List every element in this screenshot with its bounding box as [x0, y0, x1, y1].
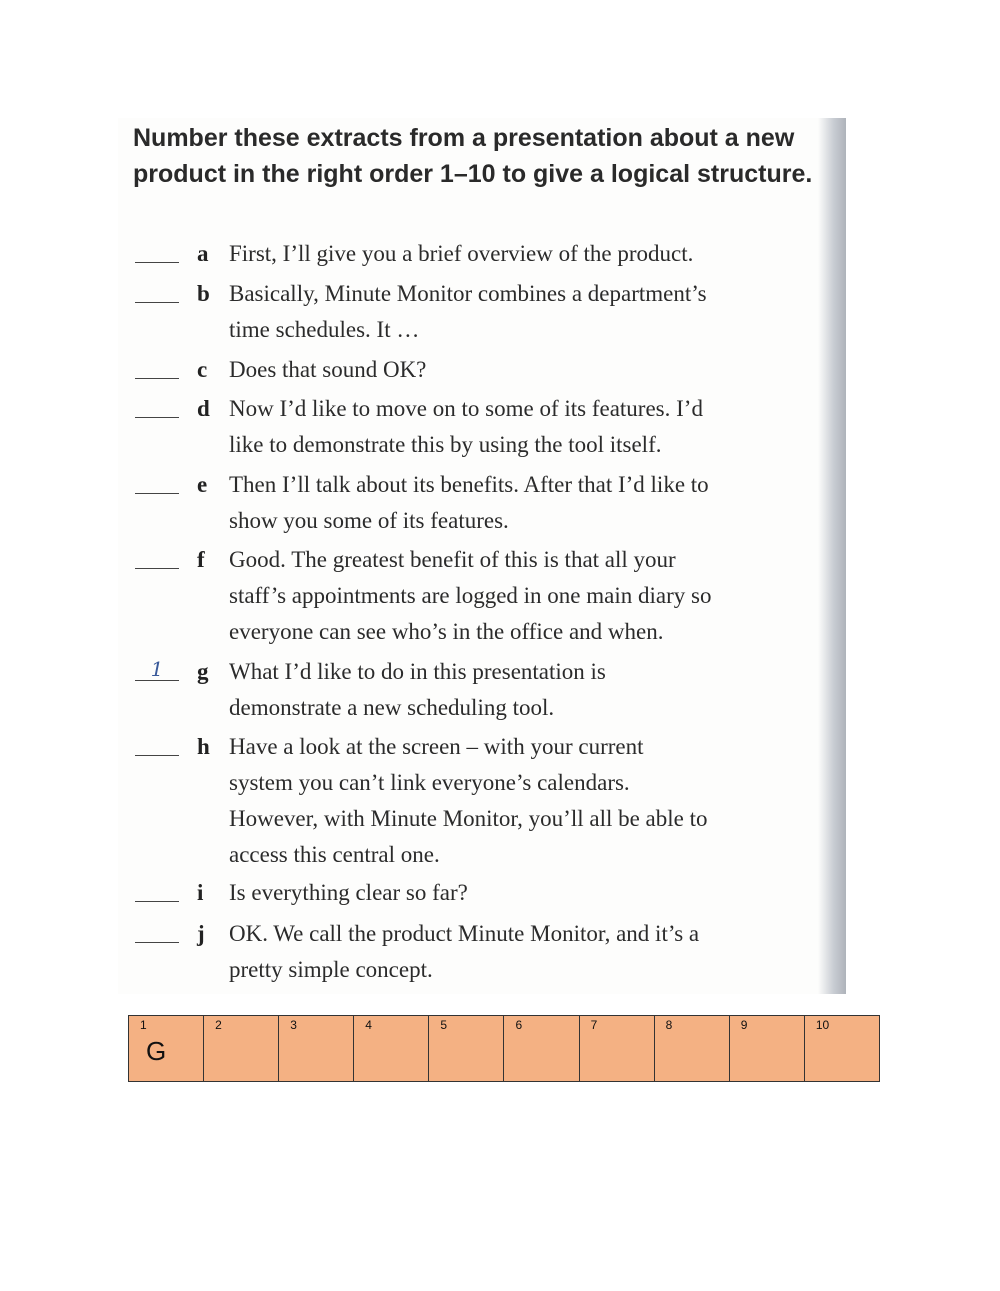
cell-number: 9 — [740, 1018, 748, 1032]
answer-cell[interactable] — [279, 1016, 354, 1082]
cell-answer[interactable]: G — [146, 1036, 167, 1066]
cell-number: 2 — [215, 1018, 222, 1032]
answer-cell[interactable] — [204, 1016, 279, 1082]
answer-cell[interactable] — [579, 1016, 654, 1082]
cell-number: 3 — [290, 1018, 297, 1032]
item-letter: d — [197, 396, 210, 421]
item-text: OK. We call the product Minute Monitor, and it’s a pretty simple concept. — [229, 921, 700, 982]
answer-blank[interactable] — [135, 395, 179, 418]
item-letter: e — [197, 472, 208, 497]
item-letter: c — [197, 357, 208, 382]
item-letter: b — [197, 281, 210, 306]
answer-cell[interactable] — [354, 1016, 429, 1082]
answer-cell[interactable] — [654, 1016, 729, 1082]
cell-number: 6 — [515, 1018, 523, 1032]
cell-number: 10 — [815, 1018, 830, 1032]
answer-row — [129, 1016, 880, 1082]
item-text: Is everything clear so far? — [229, 880, 468, 905]
item-letter: j — [197, 921, 205, 946]
answer-blank[interactable] — [135, 471, 179, 494]
answer-cell[interactable] — [804, 1016, 879, 1082]
item-text: Now I’d like to move on to some of its features. I’d like to demonstrate this by using the tool itself. — [229, 396, 703, 457]
item-text: Does that sound OK? — [229, 357, 427, 382]
answer-blank[interactable] — [135, 546, 179, 569]
item-letter: h — [197, 734, 210, 759]
item-text: First, I’ll give you a brief overview of the product. — [229, 241, 694, 266]
item-text: What I’d like to do in this presentation is demonstrate a new scheduling tool. — [229, 659, 606, 720]
answer-cell[interactable] — [429, 1016, 504, 1082]
cell-number: 1 — [140, 1018, 147, 1032]
item-text: Then I’ll talk about its benefits. After that I’d like to show you some of its features. — [229, 472, 709, 533]
answer-blank[interactable] — [135, 356, 179, 379]
item-text: Have a look at the screen – with your current system you can’t link everyone’s calendars. However, with Minute Monitor, you’ll all be able to access this central one. — [229, 734, 708, 867]
answer-cell[interactable] — [129, 1016, 204, 1082]
answer-blank[interactable] — [135, 240, 179, 263]
item-letter: a — [197, 241, 209, 266]
item-text: Basically, Minute Monitor combines a department’s time schedules. It … — [229, 281, 707, 342]
answer-blank[interactable] — [135, 920, 179, 943]
item-letter: i — [197, 880, 204, 905]
cell-number: 7 — [590, 1018, 598, 1032]
answer-cell[interactable] — [729, 1016, 804, 1082]
answer-blank[interactable] — [135, 879, 179, 902]
cell-number: 5 — [440, 1018, 448, 1032]
item-text: Good. The greatest benefit of this is that all your staff’s appointments are logged in one main diary so everyone can see who’s in the office and when. — [229, 547, 712, 644]
exercise-instructions: Number these extracts from a presentation about a new product in the right order 1–10 to give a logical structure. — [133, 124, 813, 188]
item-letter: f — [197, 547, 205, 572]
answer-table — [128, 1015, 880, 1082]
answer-cell[interactable] — [504, 1016, 579, 1082]
answer-blank[interactable] — [135, 280, 179, 303]
cell-number: 4 — [365, 1018, 372, 1032]
answer-blank[interactable]: 1 — [135, 658, 179, 681]
item-letter: g — [197, 659, 209, 684]
cell-number: 8 — [665, 1018, 673, 1032]
answer-blank[interactable] — [135, 733, 179, 756]
